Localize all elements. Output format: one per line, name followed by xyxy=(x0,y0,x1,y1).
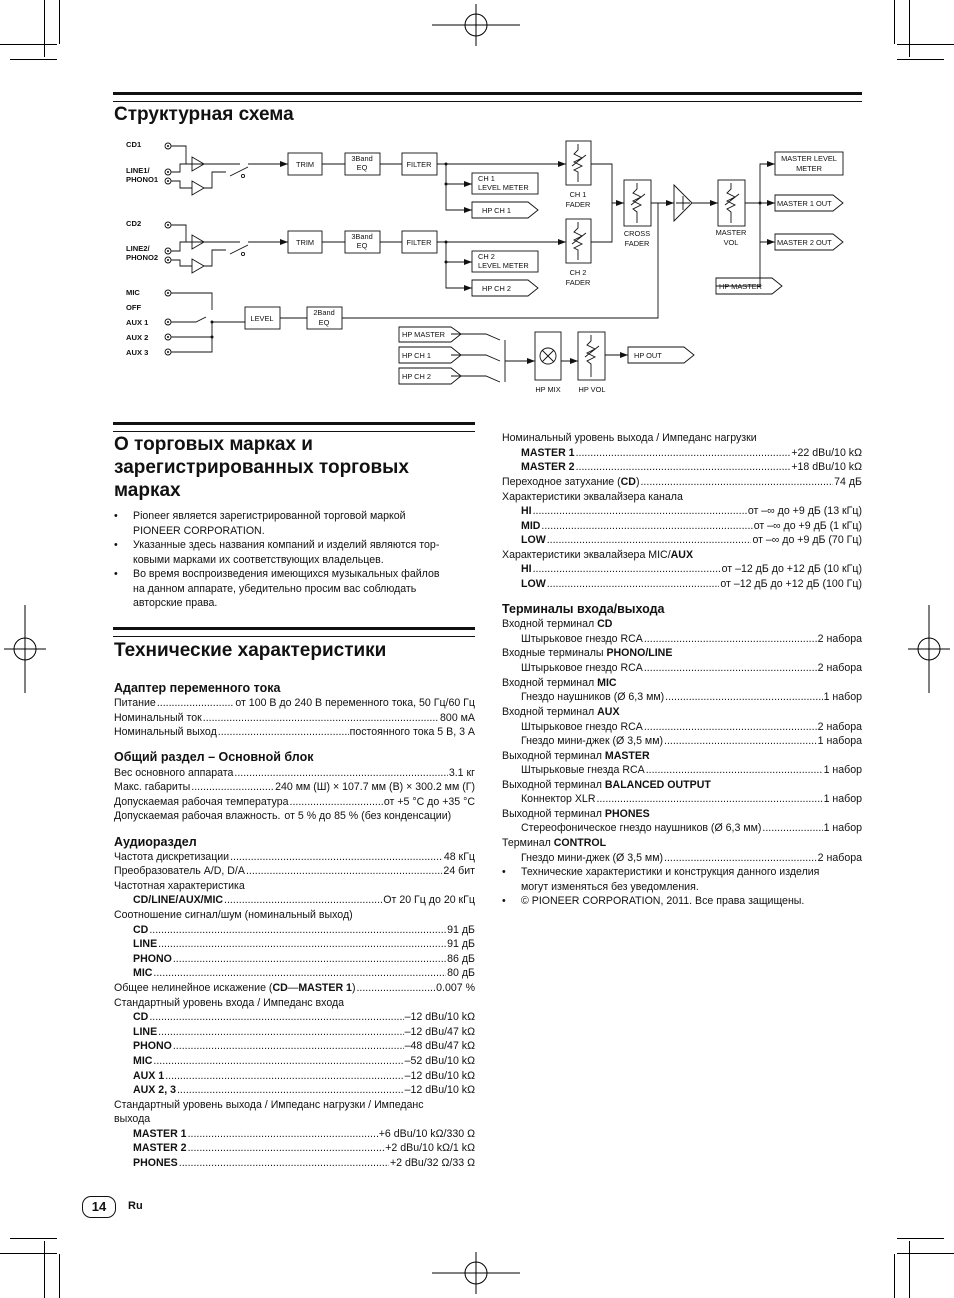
ac-row: Номинальный выход ..... постоянного тока 5 В, 3 А xyxy=(114,725,475,740)
general-row: Макс. габариты ..... 240 мм (Ш) × 107.7 мм (В) × 300.2 мм (Г) xyxy=(114,780,475,795)
audio-row: Преобразователь A/D, D/A ..... 24 бит xyxy=(114,864,475,879)
sn-row: CD ..... 91 дБ xyxy=(133,923,475,938)
miceq-head: Характеристики эквалайзера MIC/AUX xyxy=(502,549,694,561)
sn-row: LINE ..... 91 дБ xyxy=(133,937,475,952)
title-rule xyxy=(113,92,862,102)
trim-1: TRIM xyxy=(295,160,315,169)
term-head: Терминал CONTROL xyxy=(502,837,607,849)
out-row: PHONES ..... +2 dBu/32 Ω/33 Ω xyxy=(133,1156,475,1171)
ch2-meter-b: LEVEL METER xyxy=(478,261,529,270)
diagram-title: Структурная схема xyxy=(114,104,294,125)
out-head-2: выхода xyxy=(114,1113,151,1125)
label-off: OFF xyxy=(126,303,142,312)
freq-head: Частотная характеристика xyxy=(114,880,245,892)
nom-row: MASTER 1 ..... +22 dBu/10 kΩ xyxy=(521,446,862,461)
term-row: Гнездо мини-джек (Ø 3,5 мм) ..... 1 набора xyxy=(521,734,862,749)
ch1-fader-b: FADER xyxy=(565,200,591,209)
term-row: Штырьковое гнездо RCA ..... 2 набора xyxy=(521,632,862,647)
tm-bullet-3: • Во время воспроизведения имеющихся музыкальных файлов на данном аппарате, убедительно просим вас соблюдать авторские права. xyxy=(114,568,440,610)
ac-title: Адаптер переменного тока xyxy=(114,681,281,695)
ch2-meter-a: CH 2 xyxy=(478,252,495,261)
term-head: Входной терминал MIC xyxy=(502,677,617,689)
term-row: Штырьковые гнезда RCA ..... 1 набор xyxy=(521,763,862,778)
label-cd1: CD1 xyxy=(126,140,142,149)
hp-out: HP OUT xyxy=(634,351,662,360)
mlm-b: METER xyxy=(796,164,822,173)
in-head: Стандартный уровень входа / Импеданс входа xyxy=(114,997,345,1009)
term-row: Гнездо наушников (Ø 6,3 мм) ..... 1 набор xyxy=(521,690,862,705)
hp-ch1-in: HP CH 1 xyxy=(402,351,432,360)
hp-master-in: HP MASTER xyxy=(402,330,445,339)
hp-ch1-send: HP CH 1 xyxy=(482,206,512,215)
out-row: MASTER 1 ..... +6 dBu/10 kΩ/330 Ω xyxy=(133,1127,475,1142)
hp-vol-label: HP VOL xyxy=(578,385,606,394)
sn-row: PHONO ..... 86 дБ xyxy=(133,952,475,967)
ch1-meter-b: LEVEL METER xyxy=(478,183,529,192)
term-row: Стереофоническое гнездо наушников (Ø 6,3 мм) ..... 1 набор xyxy=(521,821,862,836)
term-head: Входной терминал AUX xyxy=(502,706,620,718)
in-row: PHONO ..... –48 dBu/47 kΩ xyxy=(133,1039,475,1054)
filter-1: FILTER xyxy=(406,160,432,169)
term-row: Штырьковое гнездо RCA ..... 2 набора xyxy=(521,720,862,735)
hp-master-send: HP MASTER xyxy=(719,282,762,291)
in-row: AUX 1 ..... –12 dBu/10 kΩ xyxy=(133,1069,475,1084)
cross-fader-a: CROSS xyxy=(623,229,651,238)
label-phono2: PHONO2 xyxy=(126,253,159,262)
ac-row: Питание ..... от 100 В до 240 В переменного тока, 50 Гц/60 Гц xyxy=(114,696,475,711)
sn-head: Соотношение сигнал/шум (номинальный выход) xyxy=(114,909,353,921)
cheq-head: Характеристики эквалайзера канала xyxy=(502,491,683,503)
note-bullet-2: • © PIONEER CORPORATION, 2011. Все права защищены. xyxy=(502,895,805,907)
tm-rule xyxy=(113,422,475,432)
term-head: Выходной терминал PHONES xyxy=(502,808,650,820)
tm-title-3: марках xyxy=(114,480,181,501)
miceq-row: LOW ..... от –12 дБ до +12 дБ (100 Гц) xyxy=(521,577,862,592)
level-block: LEVEL xyxy=(250,314,274,323)
term-head: Входные терминалы PHONO/LINE xyxy=(502,647,673,659)
spec-title: Технические характеристики xyxy=(114,640,387,661)
tm-title-2: зарегистрированных торговых xyxy=(114,457,409,478)
audio-title: Аудиораздел xyxy=(114,835,197,849)
cheq-row: MID ..... от –∞ до +9 дБ (1 кГц) xyxy=(521,519,862,534)
ac-row: Номинальный ток ..... 800 мА xyxy=(114,711,475,726)
spec-rule xyxy=(113,627,475,637)
eq2a: 2Band xyxy=(313,308,335,317)
audio-row: Частота дискретизации ..... 48 кГц xyxy=(114,850,475,865)
in-row: CD ..... –12 dBu/10 kΩ xyxy=(133,1010,475,1025)
tm-bullet-2: • Указанные здесь названия компаний и изделий являются тор- ковыми марками их соответствующих владельцев. xyxy=(114,539,440,566)
term-row: Штырьковое гнездо RCA ..... 2 набора xyxy=(521,661,862,676)
label-aux1: AUX 1 xyxy=(126,318,149,327)
eq3-2b: EQ xyxy=(356,241,368,250)
hp-ch2-send: HP CH 2 xyxy=(482,284,512,293)
nom-head: Номинальный уровень выхода / Импеданс нагрузки xyxy=(502,432,757,444)
language-code: Ru xyxy=(128,1200,143,1212)
ch1-meter-a: CH 1 xyxy=(478,174,495,183)
label-cd2: CD2 xyxy=(126,219,142,228)
eq2b: EQ xyxy=(318,318,330,327)
in-row: AUX 2, 3 ..... –12 dBu/10 kΩ xyxy=(133,1083,475,1098)
label-line2: LINE2/ xyxy=(126,244,150,253)
label-aux3: AUX 3 xyxy=(126,348,149,357)
tm-title-1: О торговых марках и xyxy=(114,434,313,455)
general-row: Допускаемая рабочая температура ..... от +5 °C до +35 °C xyxy=(114,795,475,810)
out-head-1: Стандартный уровень выхода / Импеданс нагрузки / Импеданс xyxy=(114,1099,424,1111)
term-row: Коннектор XLR ..... 1 набор xyxy=(521,792,862,807)
eq3-1b: EQ xyxy=(356,163,368,172)
master1-out: MASTER 1 OUT xyxy=(777,199,832,208)
general-title: Общий раздел – Основной блок xyxy=(114,750,314,764)
freq-row: CD/LINE/AUX/MIC ..... От 20 Гц до 20 кГц xyxy=(133,893,475,908)
hp-ch2-in: HP CH 2 xyxy=(402,372,432,381)
cross-fader-b: FADER xyxy=(624,239,650,248)
master-vol-a: MASTER xyxy=(715,228,747,237)
general-row: Вес основного аппарата ..... 3.1 кг xyxy=(114,766,475,781)
label-mic: MIC xyxy=(126,288,140,297)
term-head: Выходной терминал BALANCED OUTPUT xyxy=(502,779,711,791)
note-bullet-1: • Технические характеристики и конструкция данного изделия могут изменяться без уведомления. xyxy=(502,866,820,893)
ch2-fader-a: CH 2 xyxy=(569,268,587,277)
hp-mix-label: HP MIX xyxy=(535,385,561,394)
ch1-fader-a: CH 1 xyxy=(569,190,587,199)
master2-out: MASTER 2 OUT xyxy=(777,238,832,247)
page-number: 14 xyxy=(82,1196,116,1218)
xtalk-row: Переходное затухание ( CD ) ..... 74 дБ xyxy=(502,475,862,490)
mlm-a: MASTER LEVEL xyxy=(781,154,837,163)
tm-bullet-1: • Pioneer является зарегистрированной торговой маркой PIONEER CORPORATION. xyxy=(114,510,406,537)
label-phono1: PHONO1 xyxy=(126,175,159,184)
terminals-title: Терминалы входа/выхода xyxy=(502,602,665,616)
eq3-2a: 3Band xyxy=(351,232,373,241)
label-aux2: AUX 2 xyxy=(126,333,149,342)
eq3-1a: 3Band xyxy=(351,154,373,163)
thd-row: Общее нелинейное искажение ( CD — MASTER 1 ) ..... 0.007 % xyxy=(114,981,475,996)
in-row: LINE ..... –12 dBu/47 kΩ xyxy=(133,1025,475,1040)
filter-2: FILTER xyxy=(406,238,432,247)
sn-row: MIC ..... 80 дБ xyxy=(133,966,475,981)
term-row: Гнездо мини-джек (Ø 3,5 мм) ..... 2 набора xyxy=(521,851,862,866)
term-head: Входной терминал CD xyxy=(502,618,613,630)
trim-2: TRIM xyxy=(295,238,315,247)
miceq-row: HI ..... от –12 дБ до +12 дБ (10 кГц) xyxy=(521,562,862,577)
cheq-row: HI ..... от –∞ до +9 дБ (13 кГц) xyxy=(521,504,862,519)
label-line1: LINE1/ xyxy=(126,166,150,175)
general-row: Допускаемая рабочая влажность. от 5 % до 85 % (без конденсации) xyxy=(114,810,452,822)
cheq-row: LOW ..... от –∞ до +9 дБ (70 Гц) xyxy=(521,533,862,548)
block-diagram xyxy=(120,134,870,396)
ch2-fader-b: FADER xyxy=(565,278,591,287)
term-head: Выходной терминал MASTER xyxy=(502,750,650,762)
in-row: MIC ..... –52 dBu/10 kΩ xyxy=(133,1054,475,1069)
master-vol-b: VOL xyxy=(723,238,739,247)
out-row: MASTER 2 ..... +2 dBu/10 kΩ/1 kΩ xyxy=(133,1141,475,1156)
nom-row: MASTER 2 ..... +18 dBu/10 kΩ xyxy=(521,460,862,475)
